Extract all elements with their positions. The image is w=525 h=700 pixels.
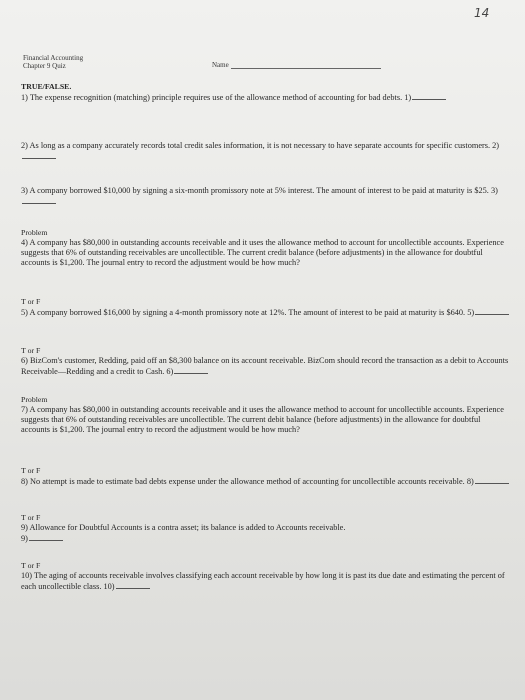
question-text: 2) As long as a company accurately records total credit sales information, it is not necessary to have separate accounts for specific customers.: [21, 141, 491, 150]
answer-number: 3): [490, 186, 498, 195]
question-text: 3) A company borrowed $10,000 by signing a six-month promissory note at 5% interest. The amount of interest to be paid at maturity is $25.: [21, 186, 489, 195]
question-8: [21, 466, 511, 487]
answer-number: 6): [166, 367, 174, 376]
question-text: 4) A company has $80,000 in outstanding accounts receivable and it uses the allowance method to account for uncollectible accounts. Experience suggests that 6% of outstanding receivables are uncollectible. The current credit balance (before adjustments) in the allowance for doubtful accounts is $1,200. The journal entry to record the adjustment would be how much?: [21, 238, 504, 267]
name-line: [231, 61, 381, 69]
answer-blank: [29, 533, 63, 541]
question-7: [21, 395, 511, 435]
name-label: Name: [212, 61, 229, 69]
question-3: [21, 186, 511, 207]
question-label: T or F: [21, 297, 41, 306]
question-label: Problem: [21, 228, 48, 237]
chapter-title: Chapter 9 Quiz: [23, 62, 66, 70]
question-label: T or F: [21, 466, 41, 475]
answer-number: 2): [492, 141, 500, 150]
question-label: T or F: [21, 513, 41, 522]
answer-number: 5): [467, 308, 475, 317]
name-field: [212, 61, 381, 69]
answer-blank: [475, 307, 509, 315]
question-5: [21, 297, 511, 318]
question-text: 8) No attempt is made to estimate bad debts expense under the allowance method of accounting for uncollectible accounts receivable.: [21, 477, 465, 486]
answer-blank: [22, 151, 56, 159]
question-9: [21, 513, 511, 544]
answer-blank: [174, 366, 208, 374]
answer-blank: [475, 476, 509, 484]
question-label: T or F: [21, 346, 41, 355]
quiz-header: [23, 54, 83, 70]
section-title: TRUE/FALSE.: [21, 82, 72, 91]
question-label: Problem: [21, 395, 48, 404]
answer-blank: [22, 196, 56, 204]
question-2: [21, 141, 511, 162]
question-6: [21, 346, 511, 377]
answer-blank: [412, 92, 446, 100]
question-4: [21, 228, 511, 268]
question-text: 1) The expense recognition (matching) principle requires use of the allowance method of accounting for bad debts.: [21, 93, 403, 102]
question-text: 6) BizCom's customer, Redding, paid off an $8,300 balance on its account receivable. BizCom should record the transaction as a debit to Accounts Receivable—Redding and a credit to Cash.: [21, 356, 509, 376]
question-10: [21, 561, 511, 592]
question-text: 5) A company borrowed $16,000 by signing a 4-month promissory note at 12%. The amount of interest to be paid at maturity is $640.: [21, 308, 466, 317]
question-text: 9) Allowance for Doubtful Accounts is a contra asset; its balance is added to Accounts receivable.: [21, 523, 346, 532]
answer-number: 9): [21, 534, 28, 543]
question-1: [21, 82, 511, 103]
course-title: Financial Accounting: [23, 54, 84, 62]
handwritten-page-number: 14: [474, 6, 490, 20]
answer-number: 1): [404, 93, 412, 102]
question-label: T or F: [21, 561, 41, 570]
question-text: 10) The aging of accounts receivable involves classifying each account receivable by how long it is past its due date and estimating the percent of each uncollectible class.: [21, 571, 505, 591]
answer-blank: [116, 581, 150, 589]
answer-number: 8): [466, 477, 474, 486]
answer-number: 10): [103, 582, 115, 591]
question-text: 7) A company has $80,000 in outstanding accounts receivable and it uses the allowance method to account for uncollectible accounts. Experience suggests that 6% of outstanding receivables are uncollectible. The current debit balance (before adjustments) in the allowance for doubtful accounts is $1,200. The journal entry to record the adjustment would be how much?: [21, 405, 504, 434]
